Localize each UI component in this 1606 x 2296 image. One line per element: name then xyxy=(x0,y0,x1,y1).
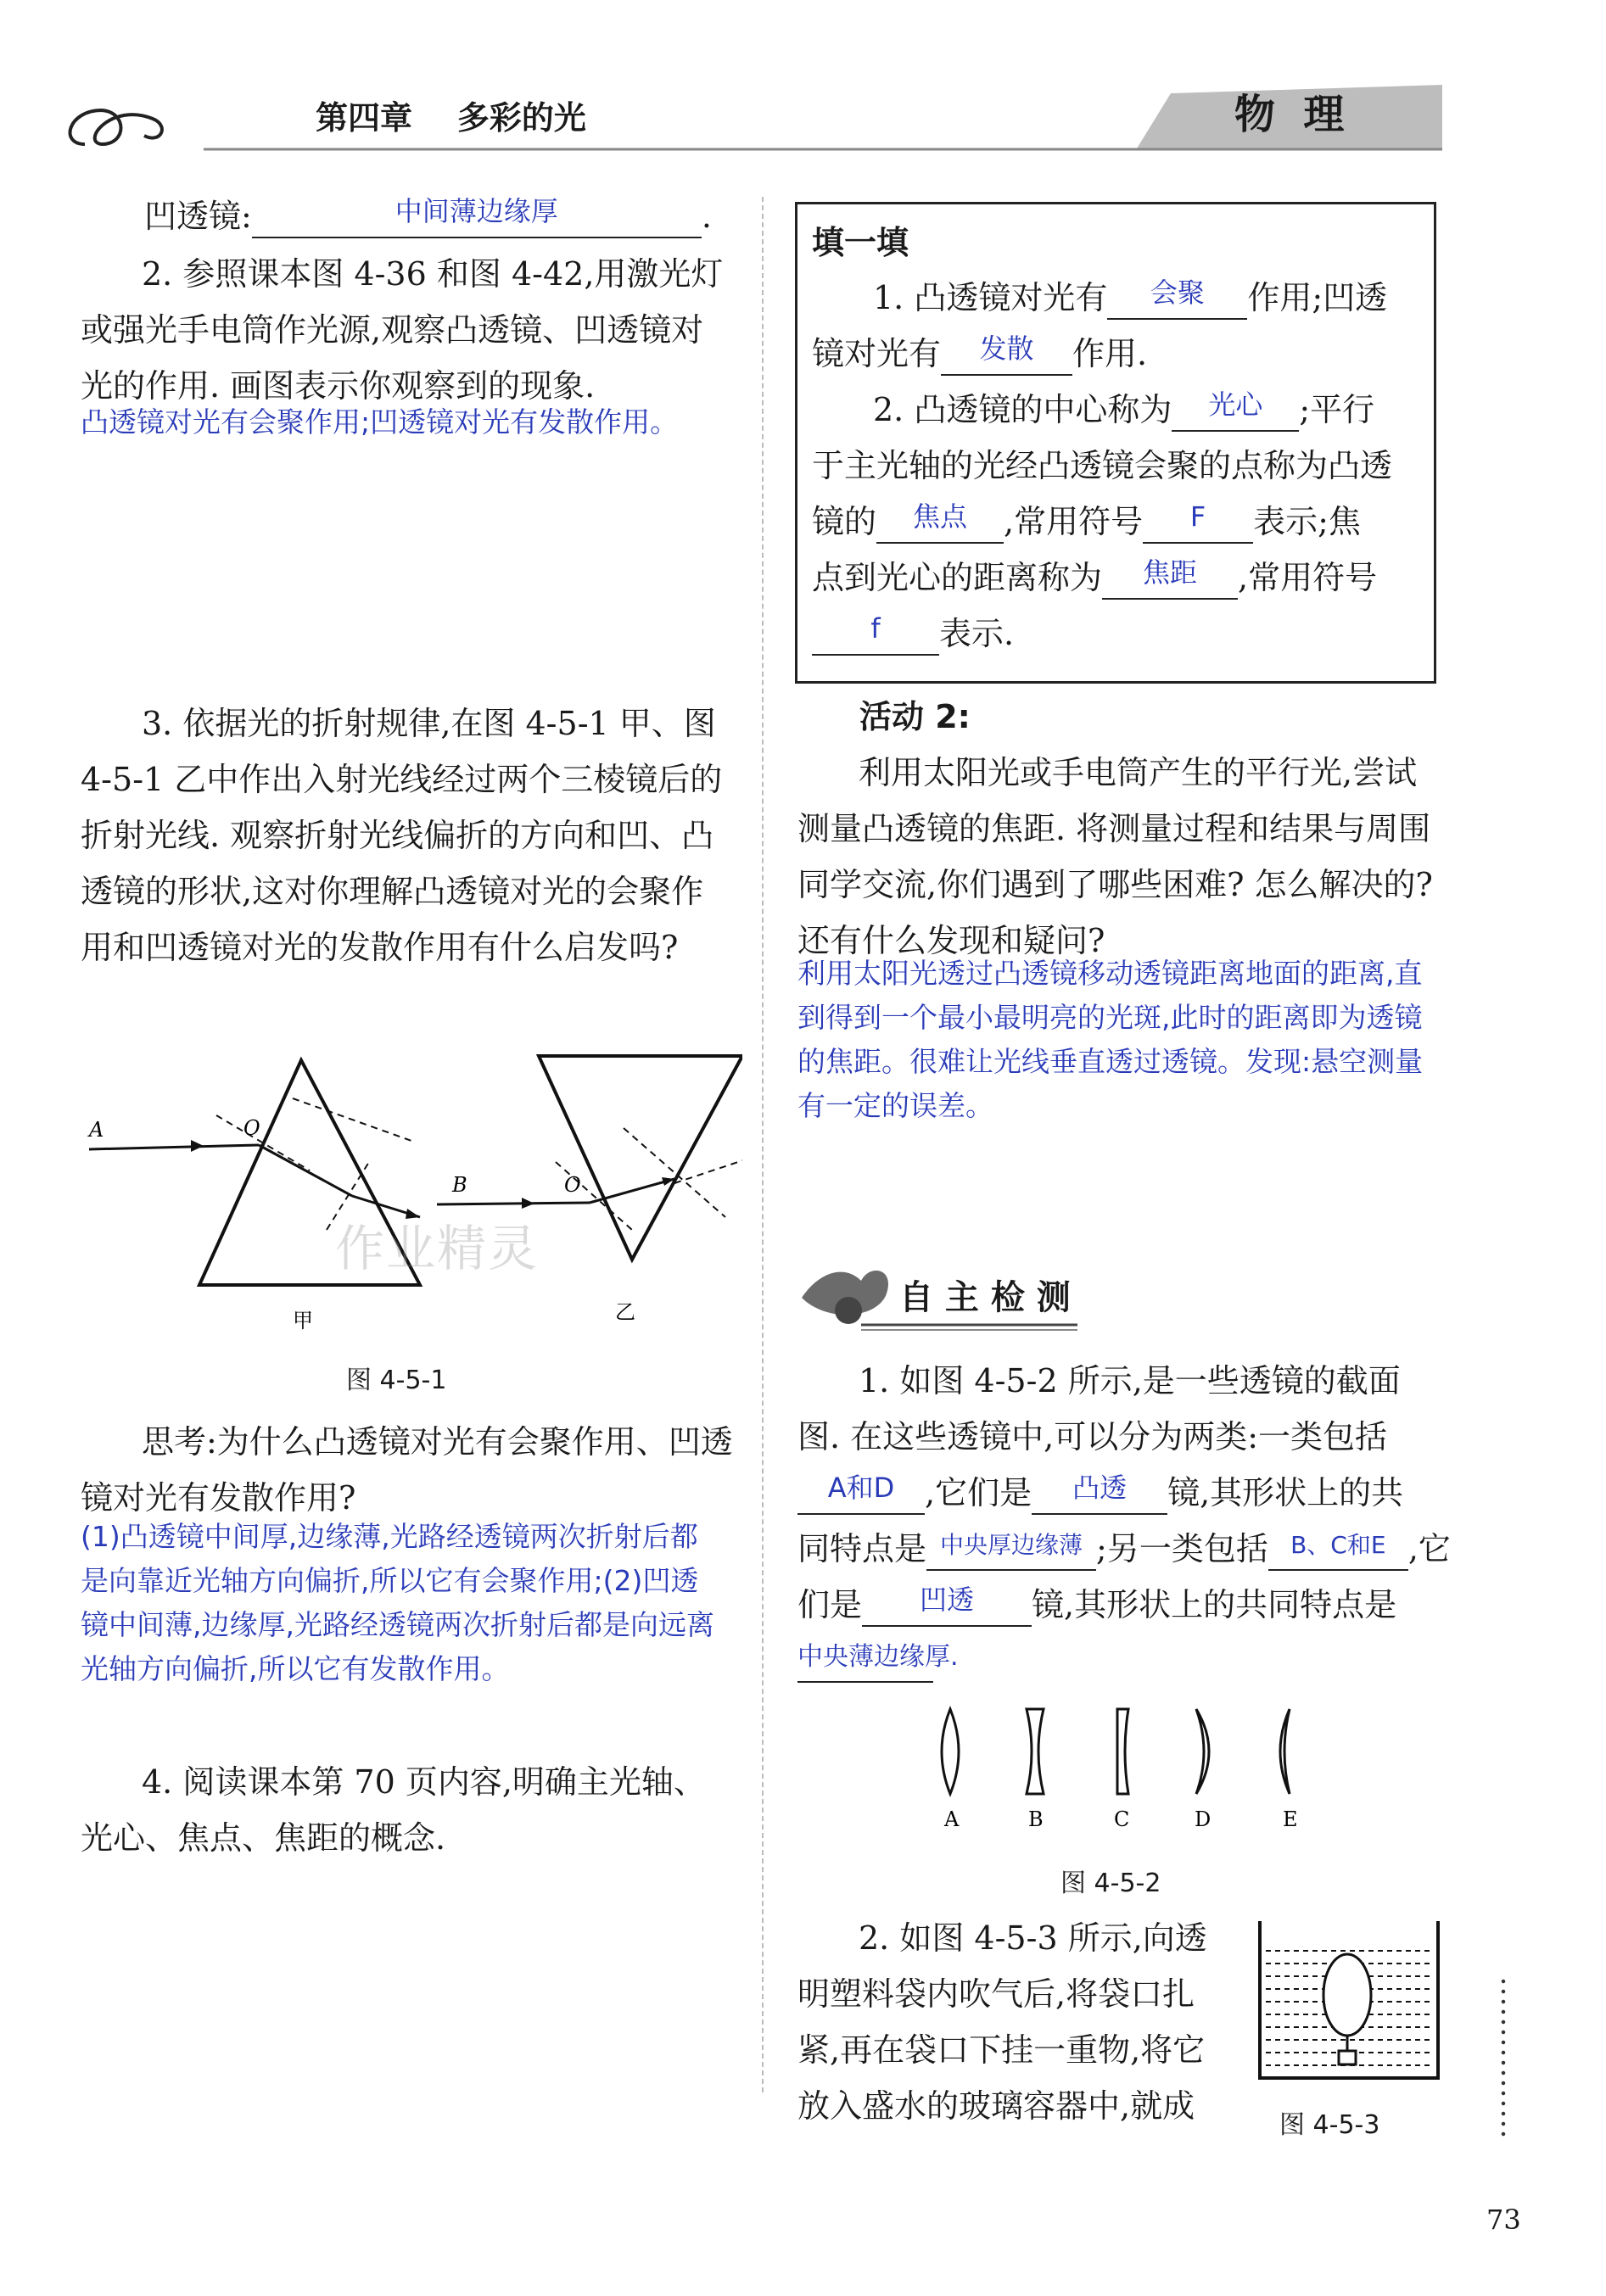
fill-line-6: 点到光心的距离称为 $^{焦距}$ ,常用符号 xyxy=(812,550,1423,606)
lens-label-b: B xyxy=(1028,1807,1044,1831)
blank-5: F xyxy=(1143,505,1253,544)
test-blank-2: 凸透 xyxy=(1032,1476,1167,1515)
fill-line-3: 2. 凸透镜的中心称为 $^{光心}$ ;平行 xyxy=(812,382,1423,438)
lens-label-e: E xyxy=(1283,1807,1298,1831)
test-q2-line-1: 2. 如图 4-5-3 所示,向透 xyxy=(859,1919,1207,1957)
test-blank-3: 中央厚边缘薄 xyxy=(926,1532,1096,1571)
label-o1: O xyxy=(243,1116,260,1140)
test-blank-4: B、C和E xyxy=(1268,1532,1408,1571)
container-figure xyxy=(1256,1917,1451,2087)
incident-ray-a xyxy=(89,1145,259,1149)
dotted-edge xyxy=(1500,1976,1507,2137)
concave-label: 凹透镜: xyxy=(144,198,252,235)
label-b: B xyxy=(452,1173,467,1197)
blank-2: 发散 xyxy=(941,337,1072,376)
figure-1-caption: 图 4-5-1 xyxy=(346,1366,447,1395)
lens-b xyxy=(1027,1709,1044,1794)
blank-6: 焦距 xyxy=(1102,561,1238,600)
blank-7: f xyxy=(812,617,939,656)
question-3: 3. 依据光的折射规律,在图 4-5-1 甲、图 4-5-1 乙中作出入射光线经过两个三棱镜后的折射光线. 观察折射光线偏折的方向和凹、凸透镜的形状,这对你理解凸透镜对光的会聚作用和凹透镜对光的发散作用有什么启发吗? xyxy=(81,705,723,966)
page-number: 73 xyxy=(1486,2204,1521,2236)
think-answer: (1)凸透镜中间厚,边缘薄,光路经透镜两次折射后都是向靠近光轴方向偏折,所以它有会聚作用;(2)凹透镜中间薄,边缘厚,光路经透镜两次折射后都是向远离光轴方向偏折,所以它有发散作用。 xyxy=(81,1520,714,1685)
header-banner xyxy=(0,51,1606,161)
test-q1-line-5: 们是 $^{凹透}$ 镜,其形状上的共同特点是 xyxy=(797,1577,1435,1633)
test-q2-line-4: 放入盛水的玻璃容器中,就成 xyxy=(797,2087,1195,2125)
lens-label-c: C xyxy=(1114,1807,1130,1831)
swirl-logo-icon xyxy=(70,110,162,144)
weight xyxy=(1339,2051,1356,2064)
activity-answer: 利用太阳光透过凸透镜移动透镜距离地面的距离,直到得到一个最小最明亮的光斑,此时的距离即为透镜的焦距。很难让光线垂直透过透镜。发现:悬空测量有一定的误差。 xyxy=(797,957,1424,1122)
concave-blank xyxy=(252,195,702,238)
plastic-bag xyxy=(1323,1954,1371,2036)
fill-title: 填一填 xyxy=(812,224,909,261)
fill-line-4: 于主光轴的光经凸透镜会聚的点称为凸透 xyxy=(812,447,1393,484)
figure-2-caption: 图 4-5-2 xyxy=(1060,1869,1161,1898)
fill-line-1: 1. 凸透镜对光有 $^{会聚}$ 作用;凹透 xyxy=(812,270,1423,326)
lens-c xyxy=(1117,1709,1128,1794)
question-4: 4. 阅读课本第 70 页内容,明确主光轴、光心、焦点、焦距的概念. xyxy=(81,1763,706,1857)
lens-e xyxy=(1280,1709,1290,1794)
test-q1-line-3: $^{A和D}$ ,它们是 $^{凸透}$ 镜,其形状上的共 xyxy=(797,1465,1435,1521)
test-blank-6: 中央薄边缘厚. xyxy=(797,1644,933,1683)
lens-label-a: A xyxy=(944,1807,960,1831)
figure-3-caption: 图 4-5-3 xyxy=(1279,2110,1380,2140)
concave-line: 凹透镜: $^{中间薄边缘厚}$ . xyxy=(144,188,738,244)
label-o2: O xyxy=(564,1173,581,1197)
lens-a xyxy=(942,1709,959,1794)
incident-ray-b xyxy=(437,1203,590,1204)
think-question: 思考:为什么凸透镜对光有会聚作用、凹透镜对光有发散作用? xyxy=(81,1423,733,1517)
lens-d xyxy=(1196,1709,1209,1794)
test-q2-line-2: 明塑料袋内吹气后,将袋口扎 xyxy=(797,1975,1195,2013)
watermark: 作业精灵 xyxy=(335,1220,540,1277)
subject-title: 物 理 xyxy=(1234,91,1345,138)
prism-figure xyxy=(81,1035,742,1357)
test-blank-1: A和D xyxy=(797,1476,925,1515)
blank-3: 光心 xyxy=(1172,393,1299,432)
label-yi: 乙 xyxy=(615,1300,635,1324)
chapter-title: 第四章 多彩的光 xyxy=(316,99,586,137)
test-q1-line-6 xyxy=(797,1633,1435,1689)
label-a: A xyxy=(89,1118,104,1142)
blank-4: 焦点 xyxy=(876,505,1004,544)
question-2: 2. 参照课本图 4-36 和图 4-42,用激光灯或强光手电筒作光源,观察凸透镜、凹透镜对光的作用. 画图表示你观察到的现象. xyxy=(81,255,724,405)
column-divider xyxy=(762,197,765,2092)
self-test-title: 自 主 检 测 xyxy=(899,1278,1071,1317)
fill-line-2: 镜对光有 $^{发散}$ 作用. xyxy=(812,326,1423,382)
activity-title: 活动 2: xyxy=(859,698,971,735)
lens-label-d: D xyxy=(1195,1807,1211,1831)
activity-text: 利用太阳光或手电筒产生的平行光,尝试测量凸透镜的焦距. 将测量过程和结果与周围同学交流,你们遇到了哪些困难? 怎么解决的? 还有什么发现和疑问? xyxy=(797,754,1433,959)
prism-yi xyxy=(539,1056,742,1260)
blank-1: 会聚 xyxy=(1107,281,1247,320)
fill-line-5: 镜的 $^{焦点}$ ,常用符号 $^F$ 表示;焦 xyxy=(812,494,1423,550)
lens-figure xyxy=(916,1701,1323,1836)
question-2-answer: 凸透镜对光有会聚作用;凹透镜对光有发散作用。 xyxy=(81,405,679,439)
test-q1-line-2: 图. 在这些透镜中,可以分为两类:一类包括 xyxy=(797,1418,1388,1455)
test-q1-line-4: 同特点是 $^{中央厚边缘薄}$ ;另一类包括 $^{B、C和E}$ ,它 xyxy=(797,1521,1435,1577)
fill-line-7: $^f$ 表示. xyxy=(812,606,1423,662)
label-jia: 甲 xyxy=(293,1309,313,1332)
test-q2-line-3: 紧,再在袋口下挂一重物,将它 xyxy=(797,2031,1206,2069)
concave-answer: 中间薄边缘厚 xyxy=(395,195,558,227)
test-blank-5: 凹透 xyxy=(862,1588,1032,1627)
test-q1-line-1: 1. 如图 4-5-2 所示,是一些透镜的截面 xyxy=(859,1362,1401,1399)
